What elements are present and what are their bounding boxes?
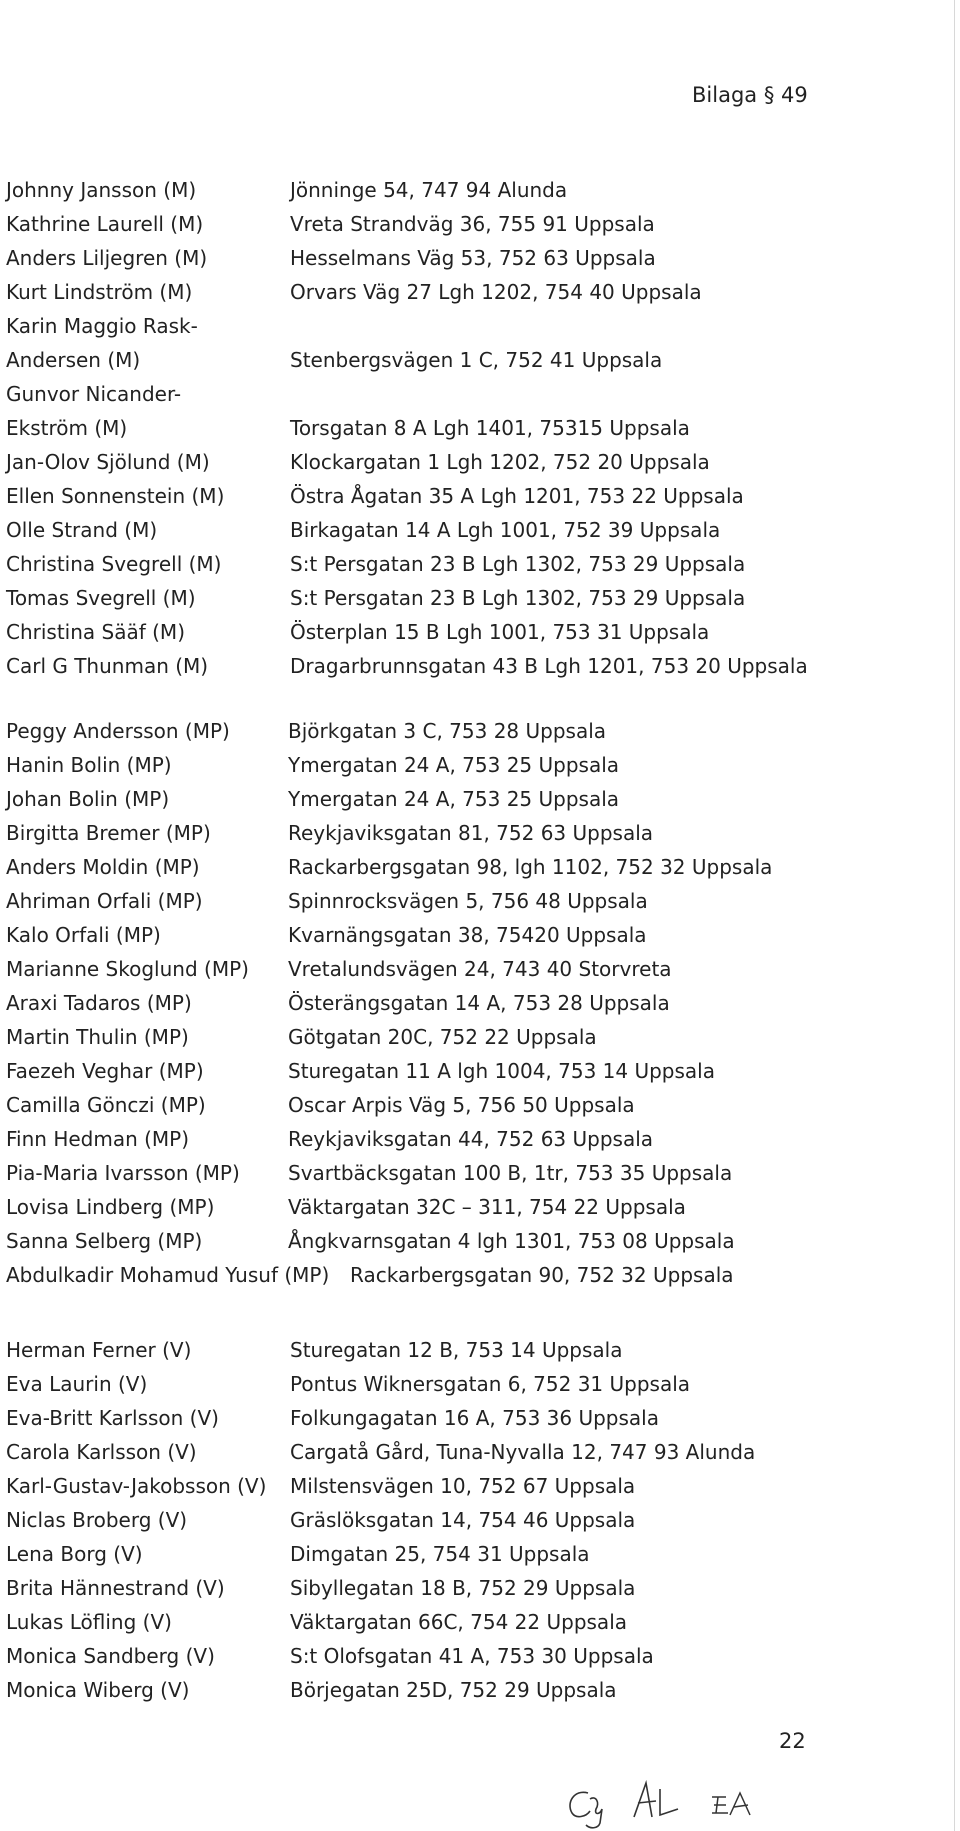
- member-name: Faezeh Veghar (MP): [6, 1059, 204, 1083]
- member-name-line: Andersen (M): [6, 348, 141, 372]
- member-row: [0, 445, 960, 479]
- member-name: Araxi Tadaros (MP): [6, 991, 192, 1015]
- member-address: Milstensvägen 10, 752 67 Uppsala: [290, 1474, 636, 1498]
- page-number: 22: [779, 1729, 806, 1753]
- signature-initials: [560, 1775, 800, 1831]
- member-name: Christina Sääf (M): [6, 620, 185, 644]
- member-name: Birgitta Bremer (MP): [6, 821, 211, 845]
- member-row: [0, 581, 960, 615]
- member-name: Christina Svegrell (M): [6, 552, 222, 576]
- member-name: Olle Strand (M): [6, 518, 158, 542]
- member-name: Carola Karlsson (V): [6, 1440, 197, 1464]
- member-address: Österängsgatan 14 A, 753 28 Uppsala: [288, 991, 670, 1015]
- member-row: [0, 748, 960, 782]
- member-row: [0, 1190, 960, 1224]
- member-row: [0, 714, 960, 748]
- member-address: Stenbergsvägen 1 C, 752 41 Uppsala: [290, 348, 663, 372]
- member-name: Monica Sandberg (V): [6, 1644, 215, 1668]
- member-row: [0, 850, 960, 884]
- member-address: S:t Olofsgatan 41 A, 753 30 Uppsala: [290, 1644, 654, 1668]
- member-row: [0, 615, 960, 649]
- member-name: Kathrine Laurell (M): [6, 212, 204, 236]
- member-row: [0, 952, 960, 986]
- member-name: Eva Laurin (V): [6, 1372, 148, 1396]
- member-row: [0, 207, 960, 241]
- member-address: Ymergatan 24 A, 753 25 Uppsala: [288, 787, 620, 811]
- member-address: Götgatan 20C, 752 22 Uppsala: [288, 1025, 597, 1049]
- member-address: S:t Persgatan 23 B Lgh 1302, 753 29 Uppsala: [290, 586, 746, 610]
- member-address: Reykjaviksgatan 81, 752 63 Uppsala: [288, 821, 654, 845]
- member-address: Birkagatan 14 A Lgh 1001, 752 39 Uppsala: [290, 518, 721, 542]
- member-row: [0, 649, 960, 683]
- member-name: Abdulkadir Mohamud Yusuf (MP): [6, 1263, 330, 1287]
- member-name: Camilla Gönczi (MP): [6, 1093, 206, 1117]
- member-name: Lukas Löfling (V): [6, 1610, 172, 1634]
- member-address: Orvars Väg 27 Lgh 1202, 754 40 Uppsala: [290, 280, 702, 304]
- member-row: [0, 1224, 960, 1258]
- member-row: [0, 547, 960, 581]
- member-row: [0, 1122, 960, 1156]
- member-row: [0, 816, 960, 850]
- member-name: Carl G Thunman (M): [6, 654, 209, 678]
- member-name: Sanna Selberg (MP): [6, 1229, 203, 1253]
- member-address: Börjegatan 25D, 752 29 Uppsala: [290, 1678, 617, 1702]
- member-address: Ymergatan 24 A, 753 25 Uppsala: [288, 753, 620, 777]
- member-name: Lovisa Lindberg (MP): [6, 1195, 215, 1219]
- member-name: Hanin Bolin (MP): [6, 753, 172, 777]
- member-name: Pia-Maria Ivarsson (MP): [6, 1161, 240, 1185]
- member-address: Folkungagatan 16 A, 753 36 Uppsala: [290, 1406, 659, 1430]
- member-row: [0, 1054, 960, 1088]
- member-name-line: Gunvor Nicander-: [6, 382, 182, 406]
- member-name: Eva-Britt Karlsson (V): [6, 1406, 219, 1430]
- member-address: Cargatå Gård, Tuna-Nyvalla 12, 747 93 Alunda: [290, 1440, 756, 1464]
- member-name: Finn Hedman (MP): [6, 1127, 190, 1151]
- member-address: Björkgatan 3 C, 753 28 Uppsala: [288, 719, 607, 743]
- member-row: [0, 986, 960, 1020]
- member-row: [0, 782, 960, 816]
- member-row: [0, 1258, 960, 1292]
- member-row: [0, 1673, 960, 1707]
- member-address: Torsgatan 8 A Lgh 1401, 75315 Uppsala: [290, 416, 690, 440]
- member-name: Johan Bolin (MP): [6, 787, 170, 811]
- member-address: Väktargatan 66C, 754 22 Uppsala: [290, 1610, 628, 1634]
- member-address: S:t Persgatan 23 B Lgh 1302, 753 29 Uppsala: [290, 552, 746, 576]
- member-row: [0, 479, 960, 513]
- member-name: Johnny Jansson (M): [6, 178, 197, 202]
- member-address: Sturegatan 11 A lgh 1004, 753 14 Uppsala: [288, 1059, 715, 1083]
- member-row: [0, 884, 960, 918]
- member-row: [0, 1088, 960, 1122]
- member-name: Herman Ferner (V): [6, 1338, 192, 1362]
- member-address: Svartbäcksgatan 100 B, 1tr, 753 35 Uppsala: [288, 1161, 733, 1185]
- member-name: Marianne Skoglund (MP): [6, 957, 249, 981]
- member-address: Pontus Wiknersgatan 6, 752 31 Uppsala: [290, 1372, 691, 1396]
- member-address: Dragarbrunnsgatan 43 B Lgh 1201, 753 20 Uppsala: [290, 654, 808, 678]
- member-address: Spinnrocksvägen 5, 756 48 Uppsala: [288, 889, 648, 913]
- member-row: [0, 314, 960, 377]
- member-row: [0, 382, 960, 445]
- member-address: Jönninge 54, 747 94 Alunda: [290, 178, 568, 202]
- member-row: [0, 1435, 960, 1469]
- member-name: Kalo Orfali (MP): [6, 923, 161, 947]
- member-name: Lena Borg (V): [6, 1542, 143, 1566]
- member-name-line: Karin Maggio Rask-: [6, 314, 198, 338]
- member-address: Vreta Strandväg 36, 755 91 Uppsala: [290, 212, 655, 236]
- member-name: Jan-Olov Sjölund (M): [6, 450, 210, 474]
- member-row: [0, 513, 960, 547]
- member-name: Tomas Svegrell (M): [6, 586, 196, 610]
- member-address: Hesselmans Väg 53, 752 63 Uppsala: [290, 246, 656, 270]
- member-address: Dimgatan 25, 754 31 Uppsala: [290, 1542, 590, 1566]
- member-name: Peggy Andersson (MP): [6, 719, 230, 743]
- member-row: [0, 1639, 960, 1673]
- member-name: Monica Wiberg (V): [6, 1678, 190, 1702]
- member-row: [0, 1469, 960, 1503]
- member-address: Oscar Arpis Väg 5, 756 50 Uppsala: [288, 1093, 635, 1117]
- member-name: Martin Thulin (MP): [6, 1025, 189, 1049]
- member-address: Reykjaviksgatan 44, 752 63 Uppsala: [288, 1127, 654, 1151]
- member-name: Brita Hännestrand (V): [6, 1576, 225, 1600]
- member-row: [0, 1571, 960, 1605]
- member-name: Karl-Gustav-Jakobsson (V): [6, 1474, 267, 1498]
- member-address: Sturegatan 12 B, 753 14 Uppsala: [290, 1338, 623, 1362]
- member-address: Östra Ågatan 35 A Lgh 1201, 753 22 Uppsala: [290, 484, 744, 508]
- member-name: Kurt Lindström (M): [6, 280, 193, 304]
- member-address: Rackarbergsgatan 90, 752 32 Uppsala: [350, 1263, 734, 1287]
- member-address: Vretalundsvägen 24, 743 40 Storvreta: [288, 957, 672, 981]
- member-row: [0, 1156, 960, 1190]
- member-address: Ångkvarnsgatan 4 lgh 1301, 753 08 Uppsala: [288, 1229, 735, 1253]
- member-row: [0, 1401, 960, 1435]
- member-address: Klockargatan 1 Lgh 1202, 752 20 Uppsala: [290, 450, 710, 474]
- member-row: [0, 1333, 960, 1367]
- member-row: [0, 1367, 960, 1401]
- member-row: [0, 241, 960, 275]
- member-address: Rackarbergsgatan 98, lgh 1102, 752 32 Uppsala: [288, 855, 773, 879]
- member-row: [0, 1503, 960, 1537]
- member-name-line: Ekström (M): [6, 416, 128, 440]
- member-row: [0, 275, 960, 309]
- member-name: Ellen Sonnenstein (M): [6, 484, 225, 508]
- member-row: [0, 173, 960, 207]
- member-name: Anders Moldin (MP): [6, 855, 200, 879]
- appendix-heading: Bilaga § 49: [692, 83, 808, 107]
- member-row: [0, 1605, 960, 1639]
- member-row: [0, 918, 960, 952]
- member-name: Niclas Broberg (V): [6, 1508, 188, 1532]
- member-row: [0, 1020, 960, 1054]
- member-name: [6, 377, 181, 445]
- member-name: Ahriman Orfali (MP): [6, 889, 203, 913]
- member-row: [0, 1537, 960, 1571]
- member-address: Väktargatan 32C – 311, 754 22 Uppsala: [288, 1195, 686, 1219]
- member-address: Österplan 15 B Lgh 1001, 753 31 Uppsala: [290, 620, 710, 644]
- member-name: [6, 309, 198, 377]
- member-address: Gräslöksgatan 14, 754 46 Uppsala: [290, 1508, 636, 1532]
- member-address: Sibyllegatan 18 B, 752 29 Uppsala: [290, 1576, 636, 1600]
- member-name: Anders Liljegren (M): [6, 246, 208, 270]
- member-address: Kvarnängsgatan 38, 75420 Uppsala: [288, 923, 647, 947]
